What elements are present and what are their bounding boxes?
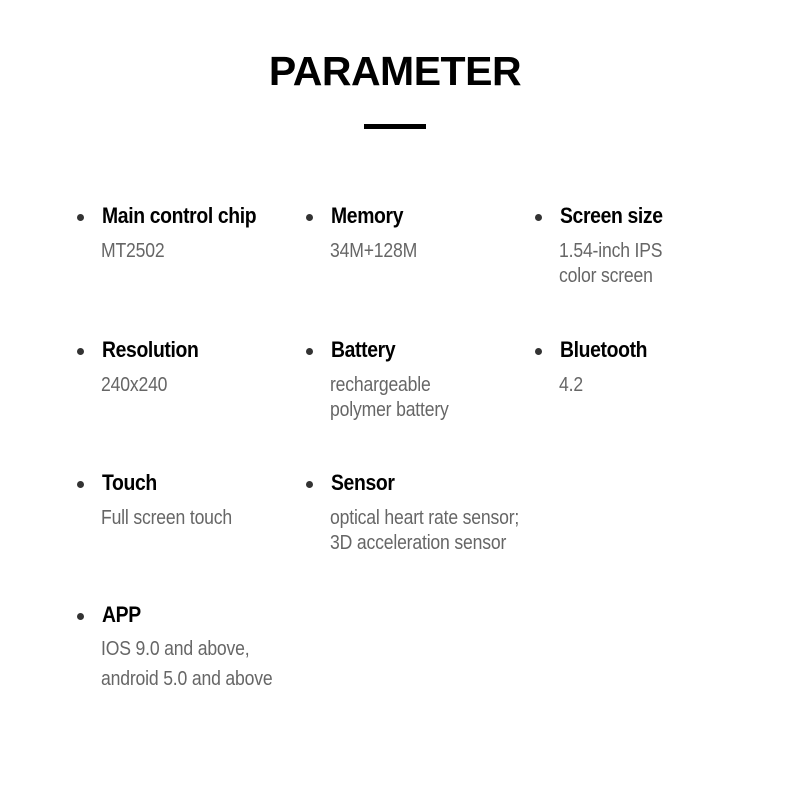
bullet-icon (306, 481, 313, 488)
param-value (330, 239, 417, 264)
param-value-line: optical heart rate sensor; (330, 507, 520, 529)
param-label: Main control chip (102, 203, 257, 228)
param-value (330, 506, 519, 556)
param-value-line: color screen (559, 265, 653, 287)
param-value-line: 3D acceleration sensor (330, 532, 507, 554)
param-value-line: polymer battery (330, 399, 449, 421)
param-value-line: IOS 9.0 and above, (101, 638, 250, 660)
param-value (101, 373, 167, 398)
param-value-line: 4.2 (559, 374, 583, 396)
bullet-icon (77, 214, 84, 221)
param-value (101, 634, 272, 694)
param-label: Screen size (560, 203, 663, 228)
param-label: APP (102, 602, 141, 627)
param-value-line: android 5.0 and above (101, 668, 273, 690)
bullet-icon (77, 348, 84, 355)
param-label: Touch (102, 470, 157, 495)
bullet-icon (535, 214, 542, 221)
param-value-line: 1.54-inch IPS (559, 240, 663, 262)
param-value (559, 373, 583, 398)
bullet-icon (535, 348, 542, 355)
param-label: Battery (331, 337, 396, 362)
param-value-line: 240x240 (101, 374, 168, 396)
title-underline (364, 124, 426, 129)
bullet-icon (77, 613, 84, 620)
param-value (101, 239, 165, 264)
page-title: PARAMETER (268, 48, 522, 94)
param-value-line: MT2502 (101, 240, 165, 262)
param-value-line: rechargeable (330, 374, 431, 396)
bullet-icon (306, 348, 313, 355)
param-label: Memory (331, 203, 404, 228)
param-value (330, 373, 449, 423)
param-value-line: 34M+128M (330, 240, 418, 262)
param-label: Resolution (102, 337, 199, 362)
param-value (101, 506, 232, 531)
bullet-icon (306, 214, 313, 221)
param-value-line: Full screen touch (101, 507, 233, 529)
param-label: Sensor (331, 470, 395, 495)
param-value (559, 239, 662, 289)
bullet-icon (77, 481, 84, 488)
param-label: Bluetooth (560, 337, 648, 362)
